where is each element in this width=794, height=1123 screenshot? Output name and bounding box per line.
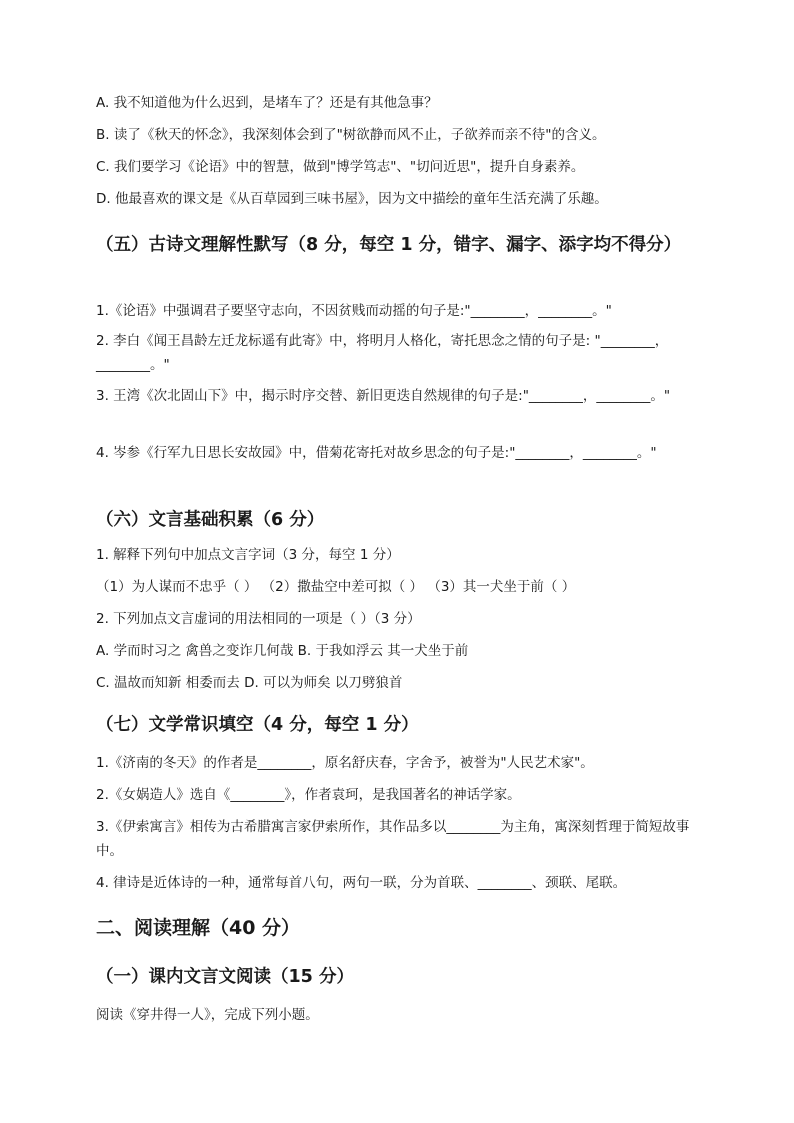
section7-question-2: 2.《女娲造人》选自《________》，作者袁珂，是我国著名的神话学家。 (96, 787, 521, 803)
part2-heading: 二、阅读理解（40 分） (96, 917, 301, 939)
section5-question-4: 4. 岑参《行军九日思长安故园》中，借菊花寄托对故乡思念的句子是:"________，________。" (96, 445, 657, 461)
part2-subheading: （一）课内文言文阅读（15 分） (96, 967, 354, 987)
option-d: D. 他最喜欢的课文是《从百草园到三味书屋》，因为文中描绘的童年生活充满了乐趣。 (96, 191, 608, 207)
section5-question-2: 2. 李白《闻王昌龄左迁龙标遥有此寄》中，将明月人格化，寄托思念之情的句子是: "________，________。" (96, 333, 669, 373)
section5-heading: （五）古诗文理解性默写（8 分，每空 1 分，错字、漏字、添字均不得分） (96, 235, 682, 255)
section7-question-3: 3.《伊索寓言》相传为古希腊寓言家伊索所作，其作品多以________为主角，寓深刻哲理于简短故事中。 (96, 819, 690, 859)
section7-heading: （七）文学常识填空（4 分，每空 1 分） (96, 715, 419, 735)
section7-question-4: 4. 律诗是近体诗的一种，通常每首八句，两句一联，分为首联、________、颈联、尾联。 (96, 875, 627, 891)
section7-question-1: 1.《济南的冬天》的作者是________，原名舒庆春，字舍予，被誉为"人民艺术家"。 (96, 755, 594, 771)
section6-question-2-options-ab: A. 学而时习之 禽兽之变诈几何哉 B. 于我如浮云 其一犬坐于前 (96, 643, 469, 659)
section6-question-2: 2. 下列加点文言虚词的用法相同的一项是（ ）（3 分） (96, 611, 421, 627)
section6-question-1: 1. 解释下列句中加点文言字词（3 分，每空 1 分） (96, 547, 400, 563)
section5-question-3: 3. 王湾《次北固山下》中，揭示时序交替、新旧更迭自然规律的句子是:"________，________。" (96, 388, 671, 404)
section6-heading: （六）文言基础积累（6 分） (96, 510, 325, 530)
option-b: B. 读了《秋天的怀念》，我深刻体会到了"树欲静而风不止，子欲养而亲不待"的含义。 (96, 127, 606, 143)
option-c: C. 我们要学习《论语》中的智慧，做到"博学笃志"、"切问近思"，提升自身素养。 (96, 159, 585, 175)
part2-intro: 阅读《穿井得一人》，完成下列小题。 (96, 1007, 319, 1023)
option-a: A. 我不知道他为什么迟到，是堵车了？还是有其他急事？ (96, 95, 438, 111)
section6-question-2-options-cd: C. 温故而知新 相委而去 D. 可以为师矣 以刀劈狼首 (96, 675, 403, 691)
section6-question-1-items: （1）为人谋而不忠乎（ ） （2）撒盐空中差可拟（ ） （3）其一犬坐于前（ ） (96, 579, 576, 595)
section5-question-1: 1.《论语》中强调君子要坚守志向，不因贫贱而动摇的句子是:"________，________。" (96, 303, 612, 319)
